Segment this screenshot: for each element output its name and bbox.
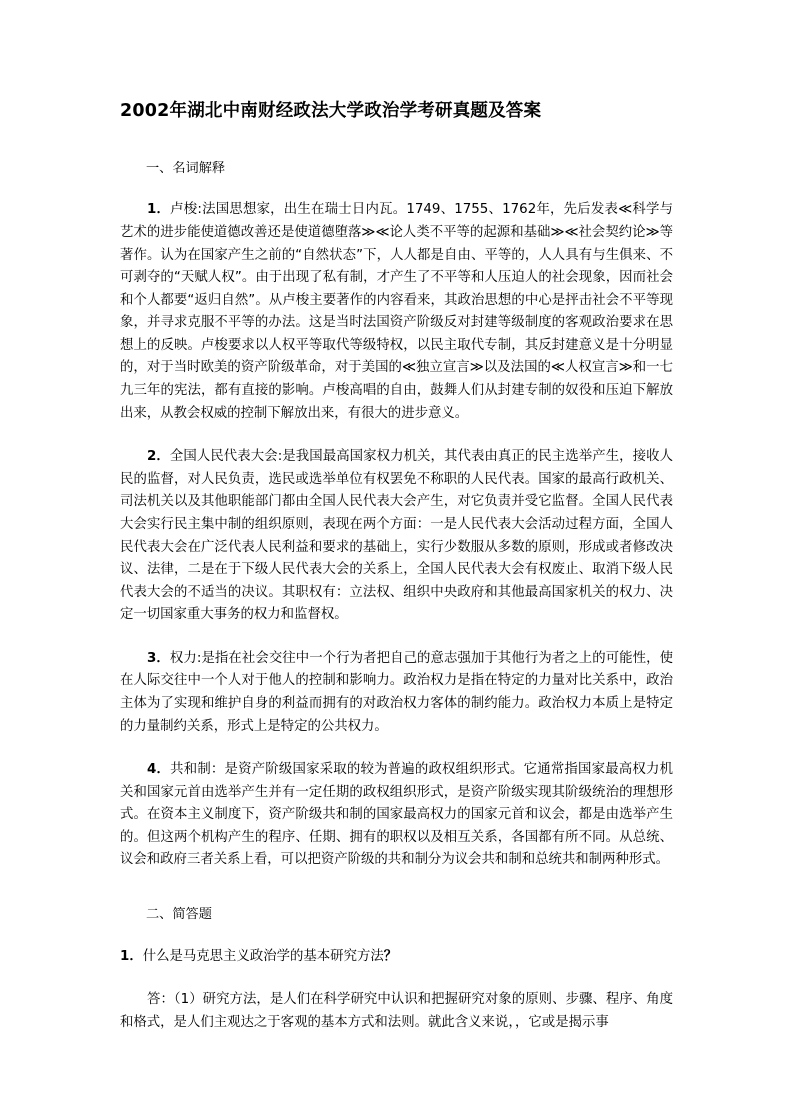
- term-item-4: [120, 738, 673, 872]
- term-marker-3: 3．: [147, 650, 170, 666]
- term-item-2: [120, 425, 673, 627]
- term-body-2: 全国人民代表大会:是我国最高国家权力机关，其代表由真正的民主选举产生，接收人民的监督，对人民负责，选民或选举单位有权罢免不称职的人民代表。国家的最高行政机关、司法机关以及其他职能部门都由全国人民代表大会产生，对它负责并受它监督。全国人民代表大会实行民主集中制的组织原则，表现在两个方面：一是人民代表大会活动过程方面，全国人民代表大会在广泛代表人民利益和要求的基础上，实行少数服从多数的原则，形成或者修改决议、法律，二是在于下级人民代表大会的关系上，全国人民代表大会有权废止、取消下级人民代表大会的不适当的决议。其职权有：立法权、组织中央政府和其他最高国家机关的权力、决定一切国家重大事务的权力和监督权。: [120, 449, 673, 623]
- section-heading-short-answer: 二、简答题: [146, 907, 212, 923]
- question-item-1: [120, 925, 673, 969]
- term-marker-4: 4．: [147, 762, 171, 778]
- question-text-1: 什么是马克思主义政治学的基本研究方法: [142, 948, 384, 964]
- term-body-4: 共和制：是资产阶级国家采取的较为普遍的政权组织形式。它通常指国家最高权力机关和国家元首由选举产生并有一定任期的政权组织形式，是资产阶级实现其阶级统治的理想形式。在资本主义制度下，资产阶级共和制的国家最高权力的国家元首和议会，都是由选举产生的。但这两个机构产生的程序、任期、拥有的职权以及相互关系，各国都有所不同。从总统、议会和政府三者关系上看，可以把资产阶级的共和制分为议会共和制和总统共和制两种形式。: [120, 762, 673, 868]
- question-marker-1: 1．: [120, 948, 143, 964]
- term-item-1: [120, 178, 673, 425]
- section-heading-terms: 一、名词解释: [146, 160, 226, 176]
- term-body-3: 权力:是指在社会交往中一个行为者把自己的意志强加于其他行为者之上的可能性，使在人际交往中一个人对于他人的控制和影响力。政治权力是指在特定的力量对比关系中，政治主体为了实现和维护自身的利益而拥有的对政治权力客体的制约能力。政治权力本质上是特定的力量制约关系，形式上是特定的公共权力。: [120, 650, 673, 734]
- page-title: 2002年湖北中南财经政法大学政治学考研真题及答案: [120, 101, 542, 121]
- term-marker-2: 2．: [147, 449, 170, 465]
- term-body-1: 卢梭:法国思想家，出生在瑞士日内瓦。1749、1755、1762年，先后发表≪科学与艺术的进步能使道德改善还是使道德堕落≫≪论人类不平等的起源和基础≫≪社会契约论≫等著作。认为在国家产生之前的“自然状态”下，人人都是自由、平等的，人人具有与生俱来、不可剥夺的“天赋人权”。由于出现了私有制，才产生了不平等和人压迫人的社会现象，因而社会和个人都要“返归自然”。从卢梭主要著作的内容看来，其政治思想的中心是抨击社会不平等现象，并寻求克服不平等的办法。这是当时法国资产阶级反对封建等级制度的客观政治要求在思想上的反映。卢梭要求以人权平等取代等级特权，以民主取代专制，其反封建意义是十分明显的，对于当时欧美的资产阶级革命，对于美国的≪独立宣言≫以及法国的≪人权宣言≫和一七九三年的宪法，都有直接的影响。卢梭高唱的自由，鼓舞人们从封建专制的奴役和压迫下解放出来，从教会权威的控制下解放出来，有很大的进步意义。: [120, 202, 673, 421]
- document-body: [120, 0, 673, 1035]
- term-item-3: [120, 627, 673, 738]
- answer-text-1: 答：（1）研究方法，是人们在科学研究中认识和把握研究对象的原则、步骤、程序、角度和格式，是人们主观达之于客观的基本方式和法则。就此含义来说，，它或是揭示事: [120, 992, 673, 1030]
- term-marker-1: 1．: [147, 202, 171, 218]
- question-mark-1: ？: [383, 948, 398, 964]
